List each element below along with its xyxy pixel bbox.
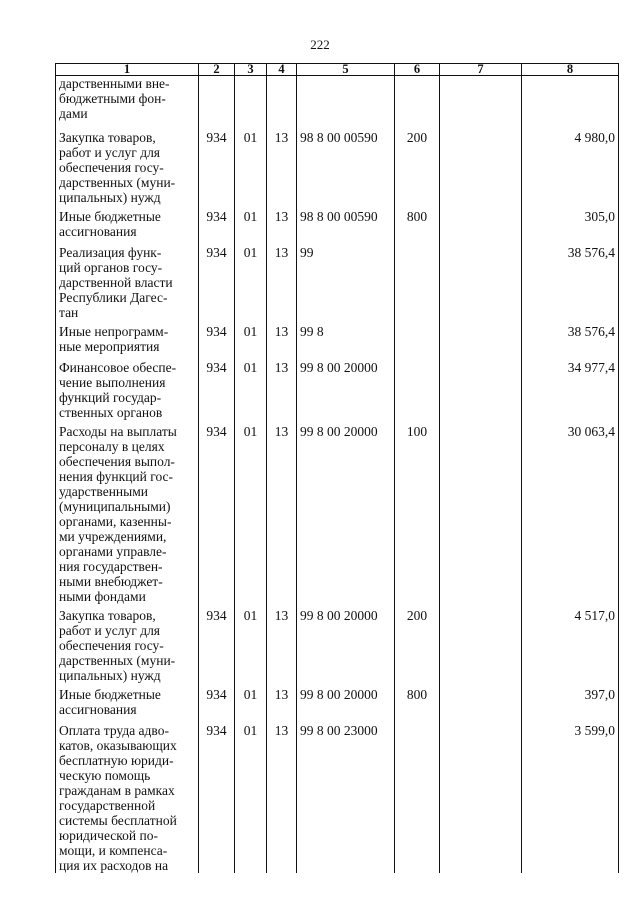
amount: 38 576,4 xyxy=(522,320,619,356)
expense-type-code: 800 xyxy=(395,205,440,241)
target-article-code: 98 8 00 00590 xyxy=(297,205,395,241)
subsection-code: 13 xyxy=(267,719,297,873)
item-name: Иные бюджетные ассигнования xyxy=(56,205,199,241)
amount: 305,0 xyxy=(522,205,619,241)
column-7-value xyxy=(440,604,522,683)
expense-type-code: 100 xyxy=(395,420,440,604)
target-article-code: 98 8 00 00590 xyxy=(297,126,395,205)
subsection-code: 13 xyxy=(267,420,297,604)
column-7-value xyxy=(440,205,522,241)
target-article-code: 99 8 00 20000 xyxy=(297,604,395,683)
item-name: Иные непрограмм- ные мероприятия xyxy=(56,320,199,356)
ministry-code: 934 xyxy=(199,205,235,241)
subsection-code: 13 xyxy=(267,683,297,719)
ministry-code: 934 xyxy=(199,420,235,604)
section-code xyxy=(235,76,267,126)
column-header: 5 xyxy=(297,64,395,76)
amount: 4 980,0 xyxy=(522,126,619,205)
column-7-value xyxy=(440,719,522,873)
column-header: 4 xyxy=(267,64,297,76)
target-article-code: 99 8 00 23000 xyxy=(297,719,395,873)
ministry-code: 934 xyxy=(199,241,235,320)
table-row xyxy=(56,205,619,241)
expense-type-code: 200 xyxy=(395,604,440,683)
subsection-code xyxy=(267,76,297,126)
section-code: 01 xyxy=(235,683,267,719)
column-7-value xyxy=(440,241,522,320)
item-name: Иные бюджетные ассигнования xyxy=(56,683,199,719)
target-article-code: 99 8 00 20000 xyxy=(297,683,395,719)
table-row xyxy=(56,719,619,873)
table-body xyxy=(56,76,619,873)
table-row xyxy=(56,76,619,126)
item-name: Оплата труда адво- катов, оказывающих бесплатную юриди- ческую помощь гражданам в рамках государственной системы бесплатной юридической по- мощи, и компенса- ция их расходов на xyxy=(56,719,199,873)
amount: 38 576,4 xyxy=(522,241,619,320)
table-row xyxy=(56,320,619,356)
table-row xyxy=(56,604,619,683)
subsection-code: 13 xyxy=(267,356,297,420)
subsection-code: 13 xyxy=(267,241,297,320)
target-article-code: 99 8 xyxy=(297,320,395,356)
target-article-code: 99 8 00 20000 xyxy=(297,356,395,420)
item-name: Расходы на выплаты персоналу в целях обеспечения выпол- нения функций гос- ударственными (муниципальными) органами, казенны- ми учреждениями, органами управле- ния государствен- ными внебюджет- ными фондами xyxy=(56,420,199,604)
column-7-value xyxy=(440,420,522,604)
ministry-code: 934 xyxy=(199,604,235,683)
section-code: 01 xyxy=(235,420,267,604)
column-header: 8 xyxy=(522,64,619,76)
subsection-code: 13 xyxy=(267,205,297,241)
section-code: 01 xyxy=(235,241,267,320)
item-name: Финансовое обеспе- чение выполнения функций государ- ственных органов xyxy=(56,356,199,420)
expense-type-code xyxy=(395,356,440,420)
header-row xyxy=(56,64,619,76)
item-name: Реализация функ- ций органов госу- дарственной власти Республики Дагес- тан xyxy=(56,241,199,320)
expense-type-code xyxy=(395,719,440,873)
amount: 3 599,0 xyxy=(522,719,619,873)
column-7-value xyxy=(440,356,522,420)
section-code: 01 xyxy=(235,205,267,241)
column-7-value xyxy=(440,683,522,719)
column-header: 1 xyxy=(56,64,199,76)
expense-type-code: 200 xyxy=(395,126,440,205)
column-header: 6 xyxy=(395,64,440,76)
budget-table xyxy=(55,63,619,873)
section-code: 01 xyxy=(235,320,267,356)
column-header: 2 xyxy=(199,64,235,76)
section-code: 01 xyxy=(235,719,267,873)
amount: 34 977,4 xyxy=(522,356,619,420)
section-code: 01 xyxy=(235,356,267,420)
subsection-code: 13 xyxy=(267,604,297,683)
target-article-code xyxy=(297,76,395,126)
item-name: дарственными вне- бюджетными фон- дами xyxy=(56,76,199,126)
column-header: 3 xyxy=(235,64,267,76)
ministry-code xyxy=(199,76,235,126)
table-row xyxy=(56,420,619,604)
table-row xyxy=(56,126,619,205)
amount: 30 063,4 xyxy=(522,420,619,604)
ministry-code: 934 xyxy=(199,126,235,205)
column-header: 7 xyxy=(440,64,522,76)
column-7-value xyxy=(440,320,522,356)
amount: 397,0 xyxy=(522,683,619,719)
column-7-value xyxy=(440,126,522,205)
section-code: 01 xyxy=(235,604,267,683)
ministry-code: 934 xyxy=(199,683,235,719)
table-row xyxy=(56,356,619,420)
expense-type-code: 800 xyxy=(395,683,440,719)
table-row xyxy=(56,683,619,719)
section-code: 01 xyxy=(235,126,267,205)
table-row xyxy=(56,241,619,320)
item-name: Закупка товаров, работ и услуг для обеспечения госу- дарственных (муни- ципальных) нужд xyxy=(56,604,199,683)
subsection-code: 13 xyxy=(267,320,297,356)
ministry-code: 934 xyxy=(199,719,235,873)
target-article-code: 99 xyxy=(297,241,395,320)
expense-type-code xyxy=(395,76,440,126)
subsection-code: 13 xyxy=(267,126,297,205)
page-number: 222 xyxy=(310,37,330,52)
ministry-code: 934 xyxy=(199,320,235,356)
amount xyxy=(522,76,619,126)
target-article-code: 99 8 00 20000 xyxy=(297,420,395,604)
expense-type-code xyxy=(395,320,440,356)
column-7-value xyxy=(440,76,522,126)
item-name: Закупка товаров, работ и услуг для обеспечения госу- дарственных (муни- ципальных) нужд xyxy=(56,126,199,205)
ministry-code: 934 xyxy=(199,356,235,420)
amount: 4 517,0 xyxy=(522,604,619,683)
expense-type-code xyxy=(395,241,440,320)
